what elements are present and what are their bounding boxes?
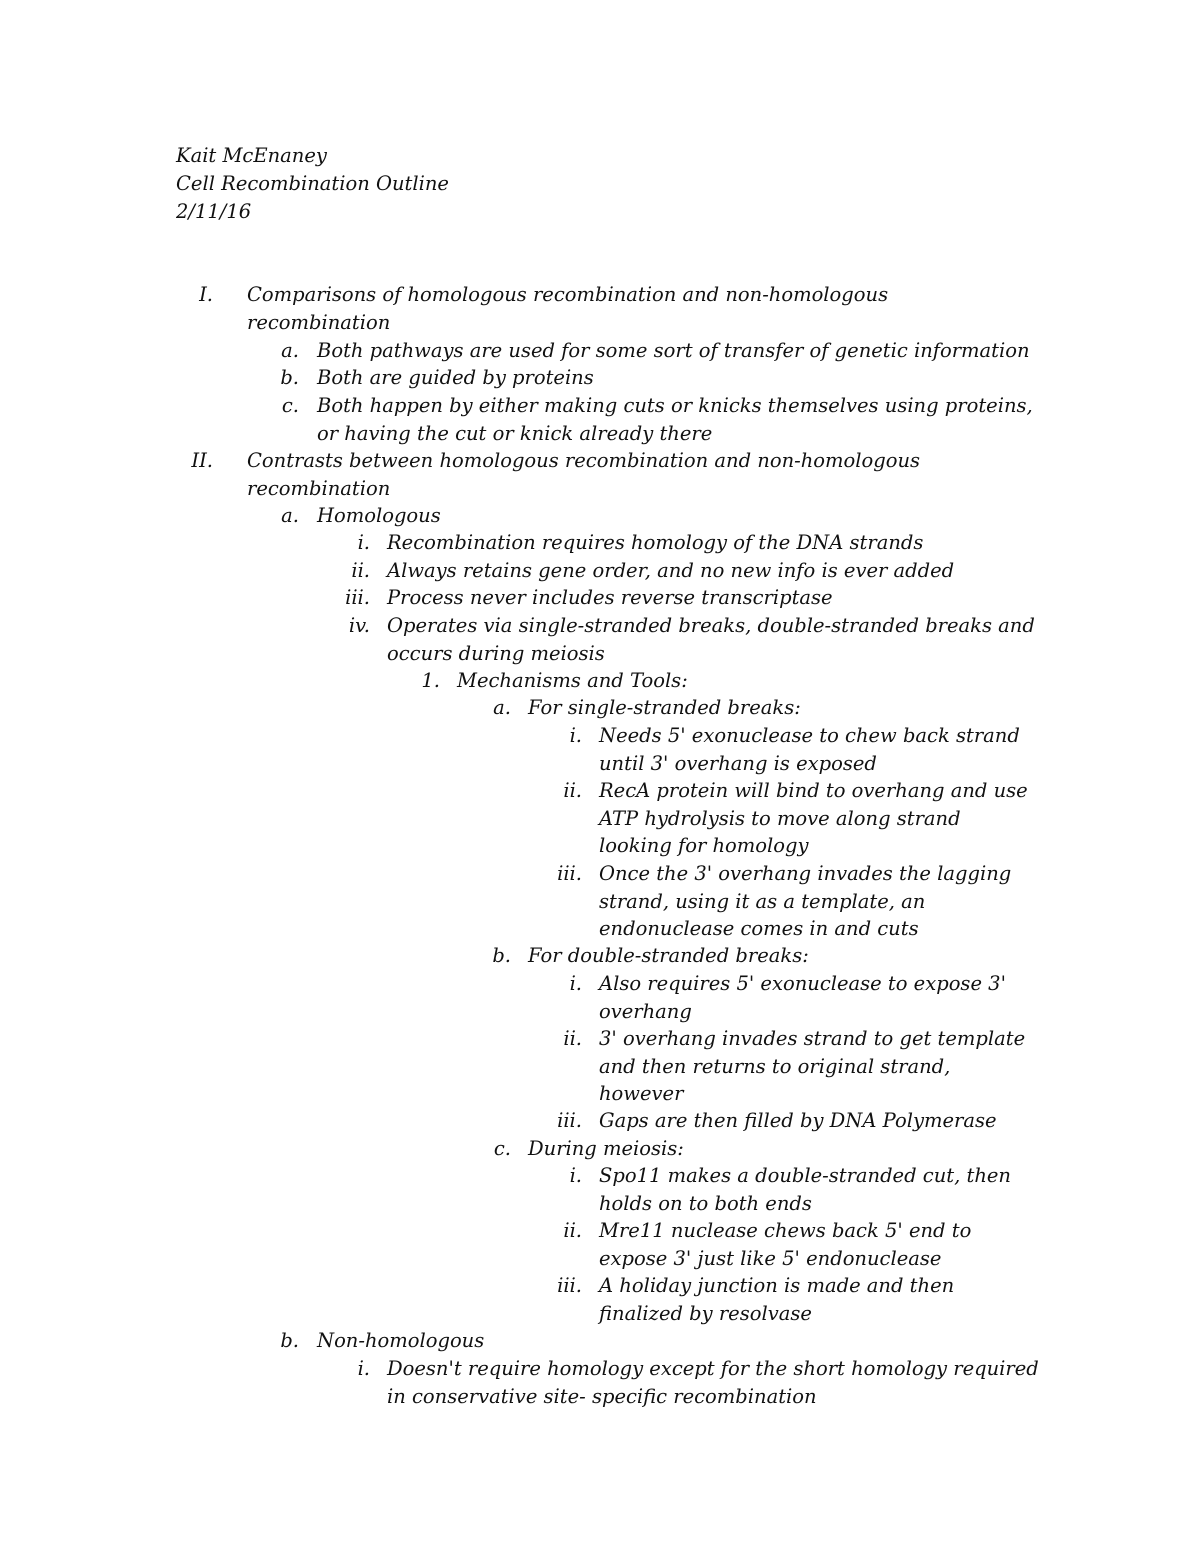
outline-item-text: Spo11 makes a double-stranded cut, then [599,1164,1011,1187]
outline-marker: a. [281,339,299,362]
outline-marker: i. [357,1357,370,1380]
outline-marker: iii. [557,1274,582,1297]
document-title: Cell Recombination Outline [176,172,449,195]
outline-item-text: finalized by resolvase [599,1301,812,1325]
outline-marker: iii. [345,586,370,609]
outline-item-text: overhang [599,999,692,1023]
outline-marker: c. [281,394,299,417]
outline-item-text: During meiosis: [528,1137,684,1160]
outline-marker: ii. [563,1027,582,1050]
outline-marker: c. [493,1137,511,1160]
outline-marker: ii. [351,559,370,582]
outline-item-text: Always retains gene order, and no new info is ever added [387,559,955,582]
outline-item-text: Process never includes reverse transcriptase [387,586,833,609]
outline-item-text: occurs during meiosis [387,641,605,665]
outline-item-text: Also requires 5' exonuclease to expose 3' [599,972,1006,995]
outline-marker: b. [280,366,299,389]
outline-marker: ii. [563,1219,582,1242]
outline-item-text: until 3' overhang is exposed [599,751,877,775]
outline-item-text: or having the cut or knick already there [317,421,713,445]
outline-marker: b. [280,1329,299,1352]
outline-item-text: Non-homologous [317,1329,485,1352]
document-date: 2/11/16 [176,200,252,223]
outline-item-text: holds on to both ends [599,1191,812,1215]
outline-marker: II. [191,449,213,472]
outline-marker: I. [199,283,213,306]
outline-item-text: Mechanisms and Tools: [457,669,688,692]
outline-item-text: strand, using it as a template, an [599,889,926,913]
outline-item-text: endonuclease comes in and cuts [599,917,919,940]
outline-item-text: Contrasts between homologous recombination and non-homologous [247,449,921,472]
outline-marker: b. [492,944,511,967]
outline-item-text: Recombination requires homology of the DNA strands [387,531,924,554]
outline-item-text: Both are guided by proteins [317,366,594,389]
outline-item-text: For single-stranded breaks: [528,696,801,719]
outline-marker: ii. [563,779,582,802]
outline-item-text: in conservative site- specific recombination [387,1384,817,1408]
outline-marker: 1. [421,669,440,692]
outline-item-text: Needs 5' exonuclease to chew back strand [599,724,1020,747]
author-name: Kait McEnaney [176,144,327,167]
outline-item-text: and then returns to original strand, [599,1054,951,1078]
outline-item-text: Homologous [317,504,441,527]
outline-marker: i. [569,972,582,995]
outline-marker: iv. [348,614,370,637]
outline-item-text: Gaps are then filled by DNA Polymerase [599,1109,997,1132]
outline-marker: iii. [557,1109,582,1132]
outline-item-text: A holiday junction is made and then [599,1274,955,1297]
outline-item-text: Both happen by either making cuts or knicks themselves using proteins, [317,394,1033,417]
outline-item-text: 3' overhang invades strand to get template [599,1027,1026,1050]
outline-marker: a. [493,696,511,719]
outline-item-text: however [599,1082,684,1105]
outline-marker: i. [569,1164,582,1187]
outline-marker: i. [569,724,582,747]
outline-item-text: looking for homology [599,834,809,857]
outline-item-text: recombination [247,476,391,500]
outline-item-text: RecA protein will bind to overhang and use [599,779,1028,802]
outline-item-text: Operates via single-stranded breaks, double-stranded breaks and [387,614,1035,637]
outline-item-text: Doesn't require homology except for the short homology required [387,1357,1039,1380]
outline-item-text: Comparisons of homologous recombination and non-homologous [247,283,889,306]
outline-marker: iii. [557,862,582,885]
outline-item-text: recombination [247,310,391,334]
outline-item-text: ATP hydrolysis to move along strand [599,806,961,830]
outline-marker: a. [281,504,299,527]
outline-item-text: For double-stranded breaks: [528,944,809,967]
outline-item-text: Once the 3' overhang invades the lagging [599,862,1012,885]
outline-marker: i. [357,531,370,554]
outline-item-text: Mre11 nuclease chews back 5' end to [599,1219,972,1242]
outline-item-text: expose 3' just like 5' endonuclease [599,1246,942,1270]
outline-item-text: Both pathways are used for some sort of transfer of genetic information [317,339,1030,362]
